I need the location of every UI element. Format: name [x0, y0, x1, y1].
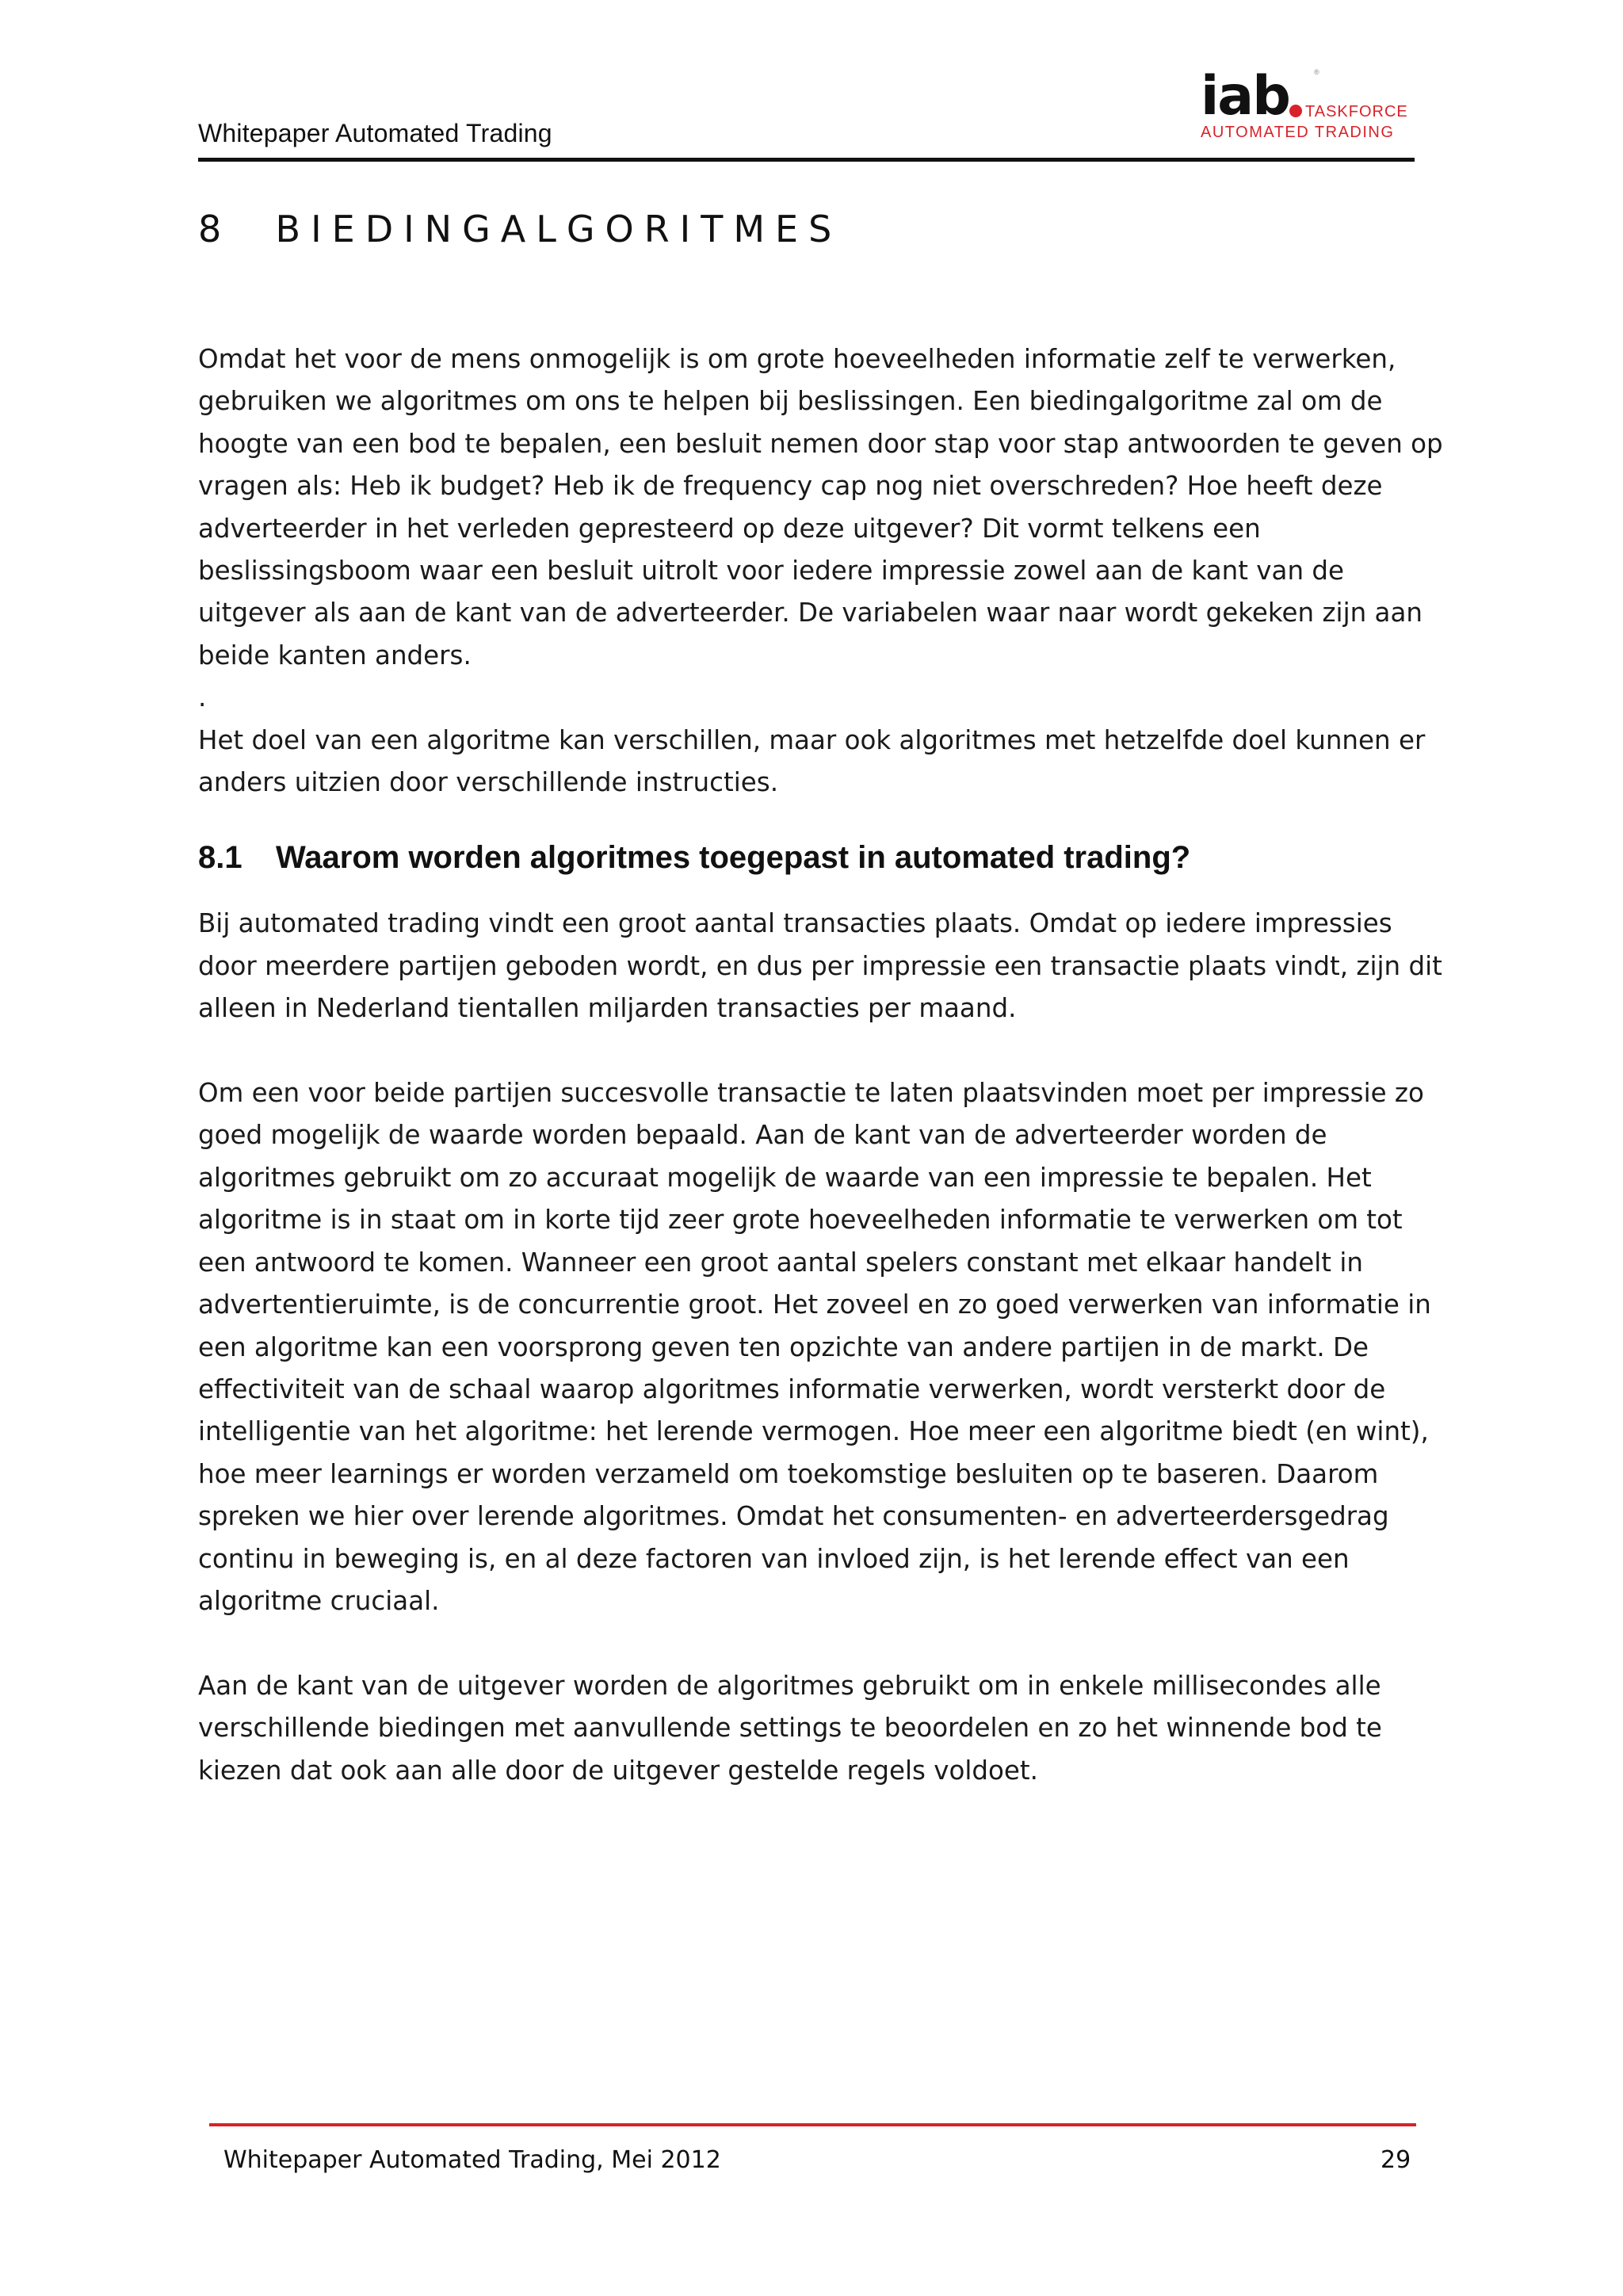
section-paragraph-1: Bij automated trading vindt een groot aantal transacties plaats. Omdat op iedere impressies door meerdere partijen geboden wordt, en dus per impressie een transactie plaats vindt, zijn dit alleen in Nederland tientallen miljarden transacties per maand. [198, 908, 1442, 1024]
footer-divider [209, 2123, 1416, 2126]
intro-paragraph-1: Omdat het voor de mens onmogelijk is om grote hoeveelheden informatie zelf te verwerken, gebruiken we algoritmes om ons te helpen bij beslissingen. Een biedingalgoritme zal om de hoogte van een bod te bepalen, een besluit nemen door stap voor stap antwoorden te geven op vragen als: Heb ik budget? Heb ik de frequency cap nog niet overschreden? Hoe heeft deze adverteerder in het verleden gepresteerd op deze uitgever? Dit vormt telkens een beslissingsboom waar een besluit uitrolt voor iedere impressie zowel aan de kant van de uitgever als aan de kant van de adverteerder. De variabelen waar naar wordt gekeken zijn aan beide kanten anders. [198, 344, 1443, 670]
header-title: Whitepaper Automated Trading [198, 119, 552, 147]
section-heading [198, 839, 1450, 877]
logo-line1: TASKFORCE [1305, 103, 1408, 120]
logo-line2: AUTOMATED TRADING [1201, 124, 1395, 141]
section-title: Waarom worden algoritmes toegepast in automated trading? [276, 840, 1191, 876]
section-paragraph-3: Aan de kant van de uitgever worden de algoritmes gebruikt om in enkele millisecondes alle verschillende biedingen met aanvullende settings te beoordelen en zo het winnende bod te kiezen dat ook aan alle door de uitgever gestelde regels voldoet. [198, 1670, 1382, 1786]
intro-paragraph-2: Het doel van een algoritme kan verschillen, maar ook algoritmes met hetzelfde doel kunnen er anders uitzien door verschillende instructies. [198, 724, 1426, 798]
logo-red-dot-icon [1289, 105, 1302, 117]
header-divider [198, 158, 1415, 162]
section-number: 8.1 [198, 840, 242, 876]
iab-taskforce-logo [1201, 65, 1423, 149]
logo-brand: iab [1201, 65, 1289, 128]
page-number: 29 [1381, 2146, 1411, 2174]
footer-text: Whitepaper Automated Trading, Mei 2012 [223, 2146, 721, 2174]
main-content [198, 338, 1450, 1792]
section-paragraph-2: Om een voor beide partijen succesvolle transactie te laten plaatsvinden moet per impressie zo goed mogelijk de waarde worden bepaald. Aan de kant van de adverteerder worden de algoritmes gebruikt om zo accuraat mogelijk de waarde van een impressie te bepalen. Het algoritme is in staat om in korte tijd zeer grote hoeveelheden informatie te verwerken om tot een antwoord te komen. Wanneer een groot aantal spelers constant met elkaar handelt in advertentieruimte, is de concurrentie groot. Het zoveel en zo goed verwerken van informatie in een algoritme kan een voorsprong geven ten opzichte van andere partijen in de markt. De effectiviteit van de schaal waarop algoritmes informatie verwerken, wordt versterkt door de intelligentie van het algoritme: het lerende vermogen. Hoe meer een algoritme biedt (en wint), hoe meer learnings er worden verzameld om toekomstige besluiten op te baseren. Daarom spreken we hier over lerende algoritmes. Omdat het consumenten- en adverteerdersgedrag continu in beweging is, en al deze factoren van invloed zijn, is het lerende effect van een algoritme cruciaal. [198, 1078, 1431, 1616]
chapter-title: 8 BIEDINGALGORITMES [198, 208, 842, 250]
intro-dot: . [198, 682, 207, 713]
logo-trademark: ® [1314, 68, 1319, 76]
